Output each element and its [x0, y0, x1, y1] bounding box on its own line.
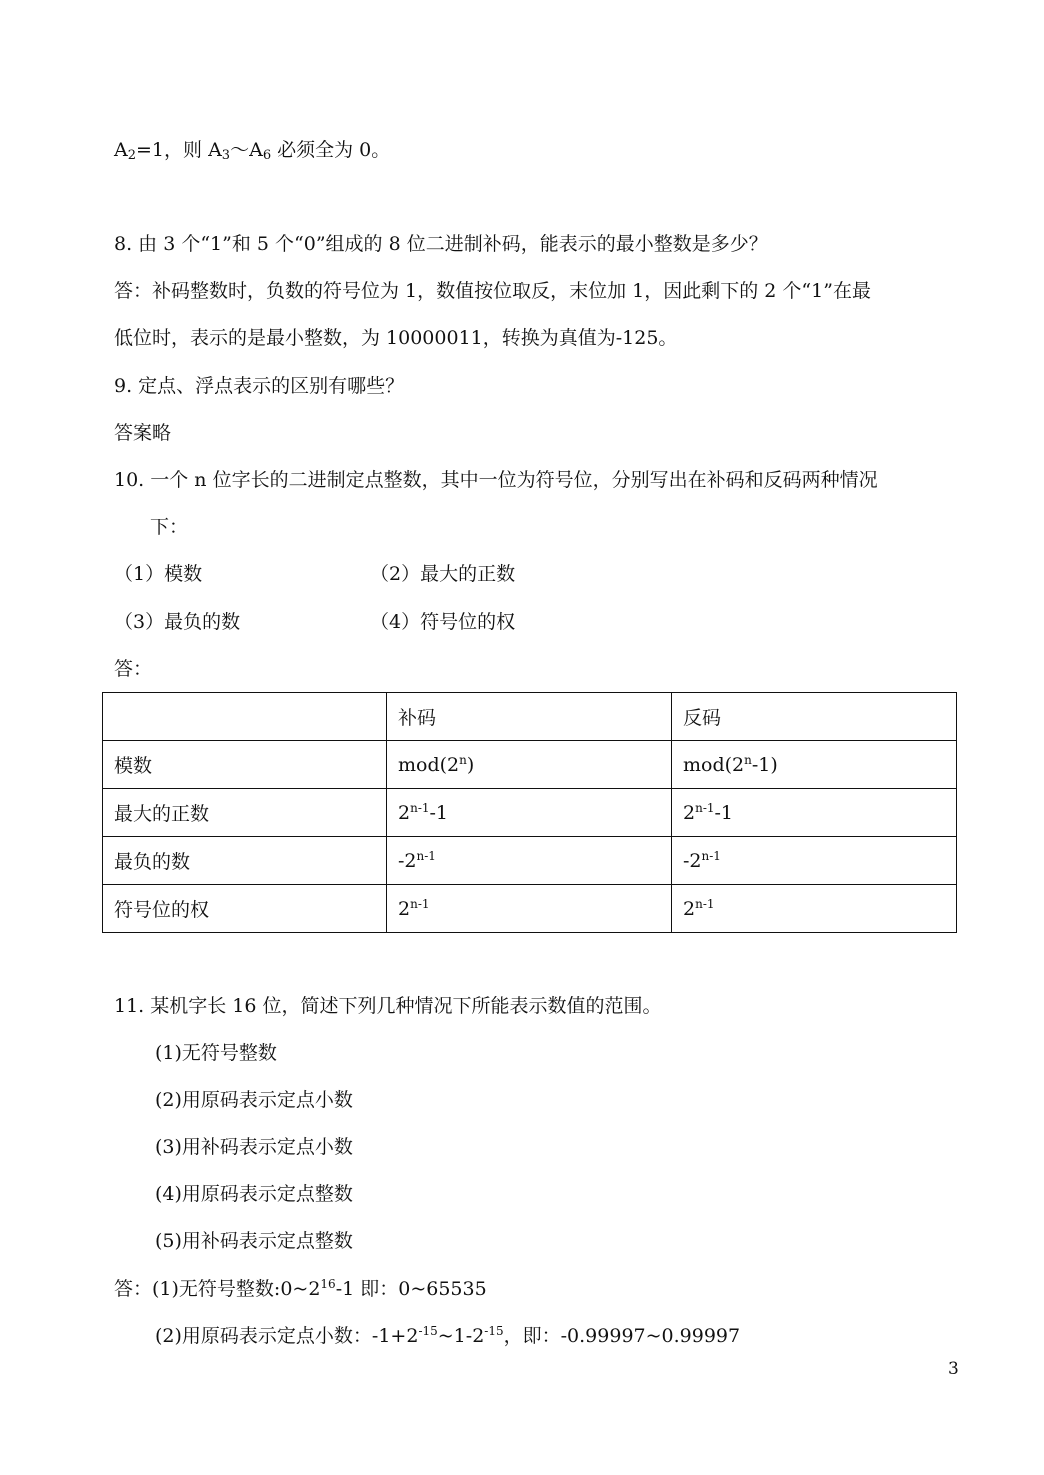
row-label: 最负的数 [103, 837, 387, 885]
table-header-row [103, 693, 957, 741]
table-row [103, 837, 957, 885]
subscript: 2 [127, 148, 137, 163]
cell-text: -1 [714, 801, 734, 824]
q10-option-3: （3）最负的数 [114, 611, 241, 633]
text: -1 即：0~65535 [335, 1278, 487, 1300]
exponent: 16 [320, 1277, 336, 1291]
q11-item: (1)无符号整数 [155, 1042, 277, 1064]
cell-text: mod(2 [398, 753, 460, 776]
fan-cell [672, 885, 957, 933]
answer-table [102, 692, 957, 933]
text: 答：(1)无符号整数:0~2 [114, 1278, 321, 1300]
fan-cell [672, 837, 957, 885]
cell-exponent: n-1 [410, 896, 430, 911]
subscript: 3 [221, 148, 231, 163]
bu-cell [387, 837, 672, 885]
text: A [114, 139, 128, 161]
q10-option-1: （1）模数 [114, 563, 203, 585]
exponent: -15 [418, 1324, 438, 1338]
text: =1，则 A [136, 139, 222, 161]
cell-exponent: n-1 [695, 800, 715, 815]
cell-text: -2 [398, 849, 417, 872]
q9-question: 9. 定点、浮点表示的区别有哪些？ [114, 375, 405, 397]
fan-cell [672, 789, 957, 837]
table-header-cell: 补码 [387, 693, 672, 741]
exponent: -15 [484, 1324, 504, 1338]
q11-answer-2 [155, 1324, 740, 1348]
page-number: 3 [948, 1359, 959, 1379]
q9-answer: 答案略 [114, 422, 172, 444]
table-header-cell: 反码 [672, 693, 957, 741]
table-row [103, 885, 957, 933]
cell-exponent: n [459, 752, 467, 767]
cell-exponent: n-1 [701, 848, 721, 863]
q11-item: (4)用原码表示定点整数 [155, 1183, 353, 1205]
bu-cell [387, 885, 672, 933]
text: ~1-2 [437, 1325, 485, 1347]
cell-text: -2 [683, 849, 702, 872]
text: ，即：-0.99997~0.99997 [503, 1325, 741, 1347]
continuation-line [114, 138, 390, 162]
table-row [103, 741, 957, 789]
row-label: 模数 [103, 741, 387, 789]
cell-text: 2 [683, 801, 696, 824]
q11-answer-1 [114, 1277, 487, 1301]
table-row [103, 789, 957, 837]
cell-text: ) [466, 753, 475, 776]
q8-question: 8. 由 3 个“1”和 5 个“0”组成的 8 位二进制补码，能表示的最小整数是多少？ [114, 233, 768, 255]
q11-item: (3)用补码表示定点小数 [155, 1136, 353, 1158]
q8-answer-line1: 答：补码整数时，负数的符号位为 1，数值按位取反，末位加 1，因此剩下的 2 个“1”在最 [114, 280, 871, 302]
fan-cell [672, 741, 957, 789]
cell-text: mod(2 [683, 753, 745, 776]
q11-question: 11. 某机字长 16 位，简述下列几种情况下所能表示数值的范围。 [114, 995, 662, 1017]
subscript: 6 [262, 148, 272, 163]
q11-item: (2)用原码表示定点小数 [155, 1089, 353, 1111]
text: (2)用原码表示定点小数：-1+2 [155, 1325, 419, 1347]
cell-exponent: n-1 [695, 896, 715, 911]
q8-answer-line2: 低位时，表示的是最小整数，为 10000011，转换为真值为-125。 [114, 327, 678, 349]
cell-exponent: n [744, 752, 752, 767]
text: ～A [230, 139, 263, 161]
bu-cell [387, 741, 672, 789]
q11-item: (5)用补码表示定点整数 [155, 1230, 353, 1252]
table-header-cell [103, 693, 387, 741]
cell-text: 2 [398, 801, 411, 824]
q10-option-2: （2）最大的正数 [370, 563, 516, 585]
text: 必须全为 0。 [271, 139, 391, 161]
cell-exponent: n-1 [410, 800, 430, 815]
cell-text: 2 [683, 897, 696, 920]
cell-text: -1) [751, 753, 778, 776]
q10-question-line2: 下： [150, 516, 189, 538]
q10-answer-label: 答： [114, 658, 153, 680]
cell-text: 2 [398, 897, 411, 920]
cell-exponent: n-1 [416, 848, 436, 863]
q10-question-line1: 10. 一个 n 位字长的二进制定点整数，其中一位为符号位，分别写出在补码和反码两种情况 [114, 469, 878, 491]
q10-option-4: （4）符号位的权 [370, 611, 516, 633]
cell-text: -1 [429, 801, 449, 824]
bu-cell [387, 789, 672, 837]
row-label: 符号位的权 [103, 885, 387, 933]
row-label: 最大的正数 [103, 789, 387, 837]
